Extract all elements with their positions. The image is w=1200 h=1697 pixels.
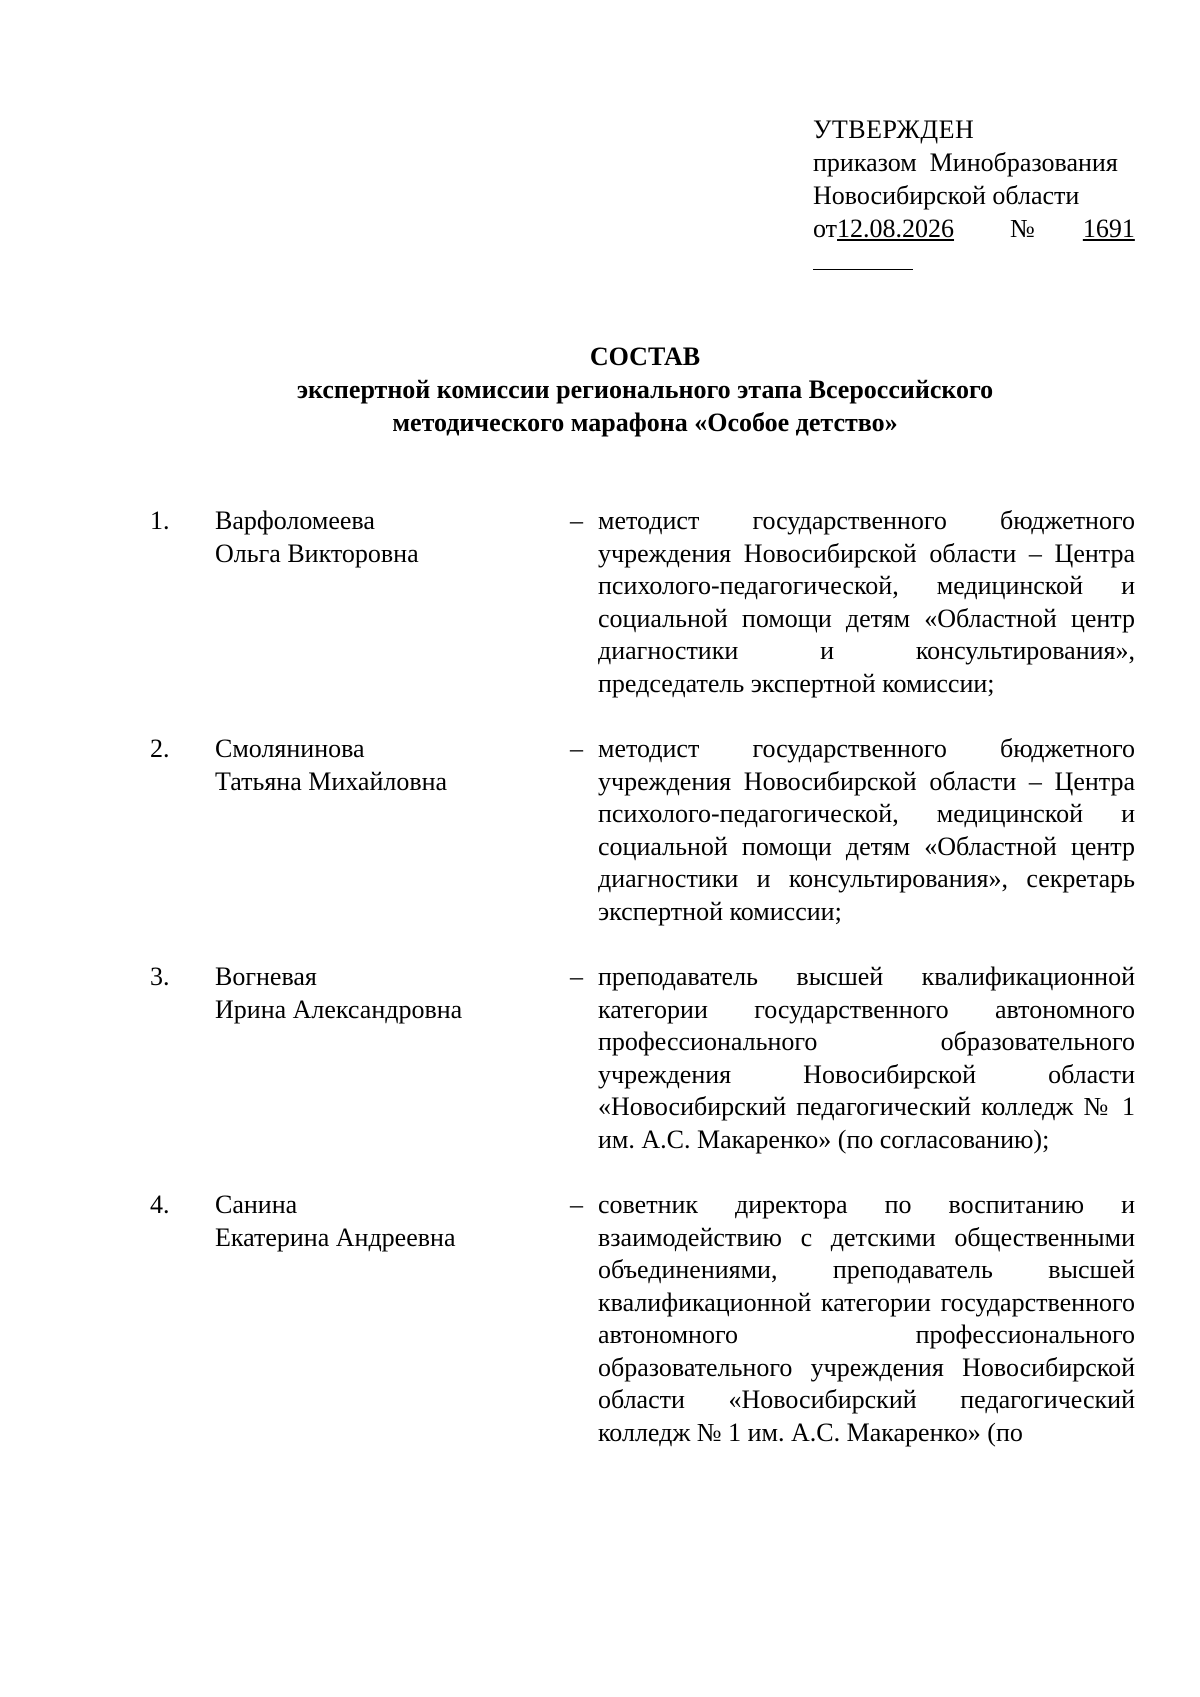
approval-title: УТВЕРЖДЕН	[813, 115, 975, 144]
member-number: 3.	[150, 962, 170, 991]
member-surname: Варфоломеева	[215, 506, 375, 535]
member-dash: –	[570, 1190, 583, 1219]
member-surname: Смолянинова	[215, 734, 365, 763]
member-given-names: Екатерина Андреевна	[215, 1222, 456, 1252]
member-position: преподаватель высшей квалификационной категории государственного автономного профессионального образовательного учреждения Новосибирской области «Новосибирский педагогический колледж № 1 им. А.С. Макаренко» (по согласованию);	[598, 962, 1135, 1154]
member-name	[215, 505, 545, 570]
member-given-names: Ирина Александровна	[215, 994, 463, 1024]
member-position: методист государственного бюджетного учреждения Новосибирской области – Центра психолого-педагогической, медицинской и социальной помощи детям «Областной центр диагностики и консультирования», председатель экспертной комиссии;	[598, 506, 1135, 698]
member-item	[0, 961, 1200, 1156]
approval-stamp-block	[813, 113, 1158, 270]
member-item	[0, 733, 1200, 928]
approval-underline-rule	[813, 269, 913, 270]
member-dash: –	[570, 962, 583, 991]
heading-title: СОСТАВ	[589, 342, 701, 371]
commission-members-list	[0, 505, 1200, 1449]
approval-order-line: приказом Минобразования	[813, 148, 1118, 177]
member-given-names: Ольга Викторовна	[215, 538, 419, 568]
approval-date-prefix: от	[813, 214, 838, 243]
member-surname: Санина	[215, 1190, 298, 1219]
member-item	[0, 505, 1200, 700]
approval-region-line: Новосибирской области	[813, 181, 1080, 210]
member-name	[215, 733, 545, 798]
heading-subtitle-line-2: методического марафона «Особое детство»	[392, 408, 898, 437]
member-name	[215, 1189, 545, 1254]
approval-date-line	[813, 212, 1158, 245]
member-surname: Вогневая	[215, 962, 317, 991]
member-position: советник директора по воспитанию и взаимодействию с детскими общественными объединениями, преподаватель высшей квалификационной категории государственного автономного профессионального образовательного учреждения Новосибирской области «Новосибирский педагогический колледж № 1 им. А.С. Макаренко» (по	[598, 1190, 1135, 1447]
member-number: 2.	[150, 734, 170, 763]
member-number: 1.	[150, 506, 170, 535]
heading-subtitle-line-1: экспертной комиссии регионального этапа Всероссийского	[296, 375, 994, 404]
document-heading	[100, 340, 1190, 439]
member-position: методист государственного бюджетного учреждения Новосибирской области – Центра психолого-педагогической, медицинской и социальной помощи детям «Областной центр диагностики и консультирования», секретарь экспертной комиссии;	[598, 734, 1135, 926]
member-dash: –	[570, 506, 583, 535]
member-number: 4.	[150, 1190, 170, 1219]
member-name	[215, 961, 545, 1026]
member-item	[0, 1189, 1200, 1449]
member-given-names: Татьяна Михайловна	[215, 766, 448, 796]
member-dash: –	[570, 734, 583, 763]
approval-number-sign: №	[1010, 214, 1035, 243]
approval-number: 1691	[1082, 214, 1135, 243]
approval-date: 12.08.2026	[837, 214, 955, 243]
